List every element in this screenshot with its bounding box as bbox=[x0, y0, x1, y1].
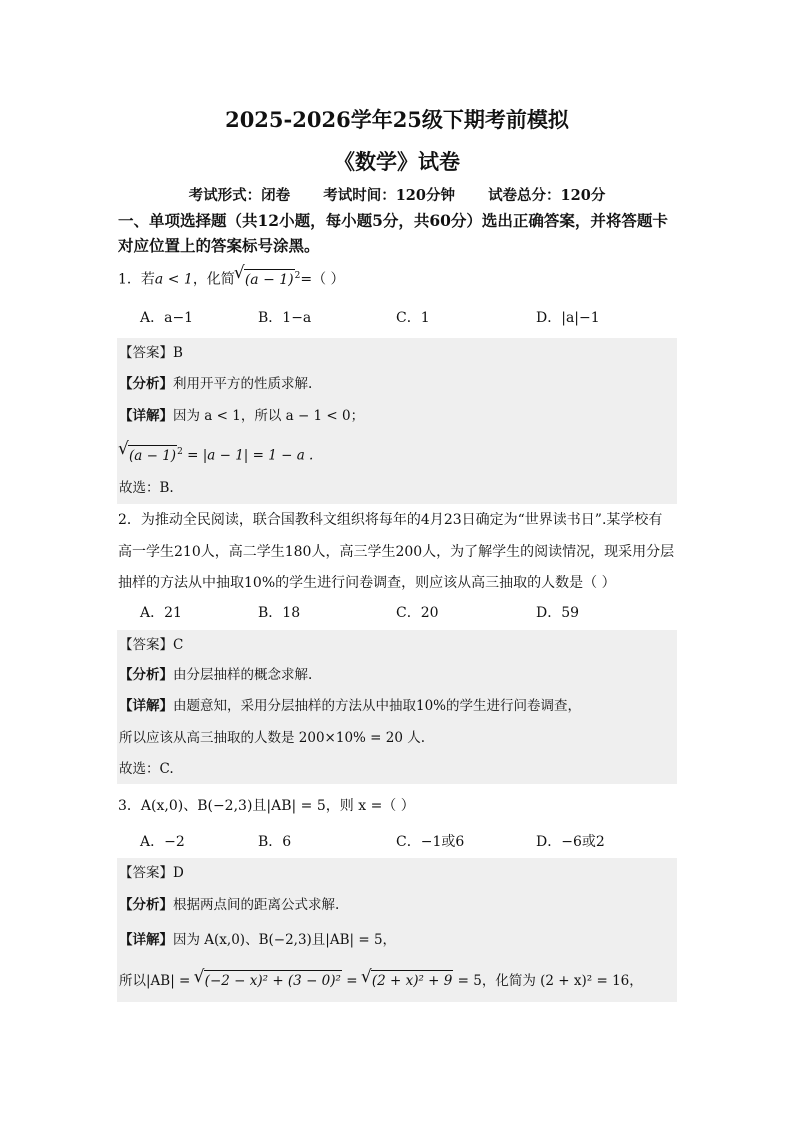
question-1-detail: 【详解】因为 a < 1，所以 a − 1 < 0； bbox=[119, 408, 365, 424]
exam-duration: 考试时间：120分钟 bbox=[323, 187, 455, 204]
question-1-detail-formula: √ $(a - 1)^2 = |a - 1| = 1 - a$ . bbox=[119, 442, 313, 466]
question-2-stem-line-3: 抽样的方法从中抽取10%的学生进行问卷调查，则应该从高三抽取的人数是（ ） bbox=[118, 575, 616, 591]
question-2-stem-line-1: 2．为推动全民阅读，联合国教科文组织将每年的4月23日确定为“世界读书日”.某学校有 bbox=[118, 512, 663, 528]
question-2-option-c: C．20 bbox=[396, 605, 439, 621]
question-2-option-b: B．18 bbox=[258, 605, 301, 621]
question-3-option-d: D．−6或2 bbox=[536, 834, 605, 850]
question-1-solution bbox=[117, 338, 677, 504]
question-2-detail: 【详解】由题意知，采用分层抽样的方法从中抽取10%的学生进行问卷调查， bbox=[119, 698, 582, 714]
question-1-option-b: B．1−a bbox=[258, 310, 312, 326]
question-1-analysis: 【分析】利用开平方的性质求解. bbox=[119, 376, 313, 392]
exam-info bbox=[0, 184, 794, 205]
question-1-option-d: D．|a|−1 bbox=[536, 310, 600, 326]
question-2-option-d: D．59 bbox=[536, 605, 580, 621]
question-2-analysis: 【分析】由分层抽样的概念求解. bbox=[119, 667, 313, 683]
question-3-detail-formula: 所以|AB| = √ (−2 − x)² + (3 − 0)² = √ (2 + x)² + 9 = 5，化简为 (2 + x)² = 16， bbox=[119, 970, 643, 991]
question-3-detail: 【详解】因为 A(x,0)、B(−2,3)且|AB| = 5， bbox=[119, 932, 397, 948]
section-heading: 一、单项选择题（共12小题，每小题5分，共60分）选出正确答案，并将答题卡对应位置上的答案标号涂黑。 bbox=[118, 211, 668, 255]
question-3-option-b: B．6 bbox=[258, 834, 292, 850]
question-3-option-a: A．−2 bbox=[140, 834, 185, 850]
question-3-analysis: 【分析】根据两点间的距离公式求解. bbox=[119, 897, 340, 913]
question-2-conclusion: 故选：C. bbox=[119, 761, 174, 777]
exam-subtitle: 《数学》试卷 bbox=[334, 149, 460, 174]
question-1-option-a: A．a−1 bbox=[140, 310, 194, 326]
question-2-option-a: A．21 bbox=[140, 605, 182, 621]
question-2-solution bbox=[117, 630, 677, 784]
question-1-stem: 1．若a < 1，化简√ $(a - 1)^2=$（ ） bbox=[118, 266, 345, 290]
question-2-answer: 【答案】C bbox=[119, 637, 184, 653]
question-2-stem-line-2: 高一学生210人，高二学生180人，高三学生200人，为了解学生的阅读情况，现采用分层 bbox=[118, 544, 675, 560]
question-2-detail-2: 所以应该从高三抽取的人数是 200×10% = 20 人. bbox=[119, 730, 426, 746]
question-3-answer: 【答案】D bbox=[119, 865, 184, 881]
question-3-option-c: C．−1或6 bbox=[396, 834, 465, 850]
question-1-answer: 【答案】B bbox=[119, 345, 183, 361]
exam-title: 2025-2026学年25级下期考前模拟 bbox=[225, 107, 569, 132]
exam-format: 考试形式：闭卷 bbox=[188, 187, 291, 204]
exam-total-score: 试卷总分：120分 bbox=[488, 187, 606, 204]
question-1-conclusion: 故选：B. bbox=[119, 480, 174, 496]
question-1-option-c: C．1 bbox=[396, 310, 430, 326]
question-3-stem: 3．A(x,0)、B(−2,3)且|AB| = 5，则 x =（ ） bbox=[118, 798, 415, 814]
question-3-solution bbox=[117, 858, 677, 1002]
